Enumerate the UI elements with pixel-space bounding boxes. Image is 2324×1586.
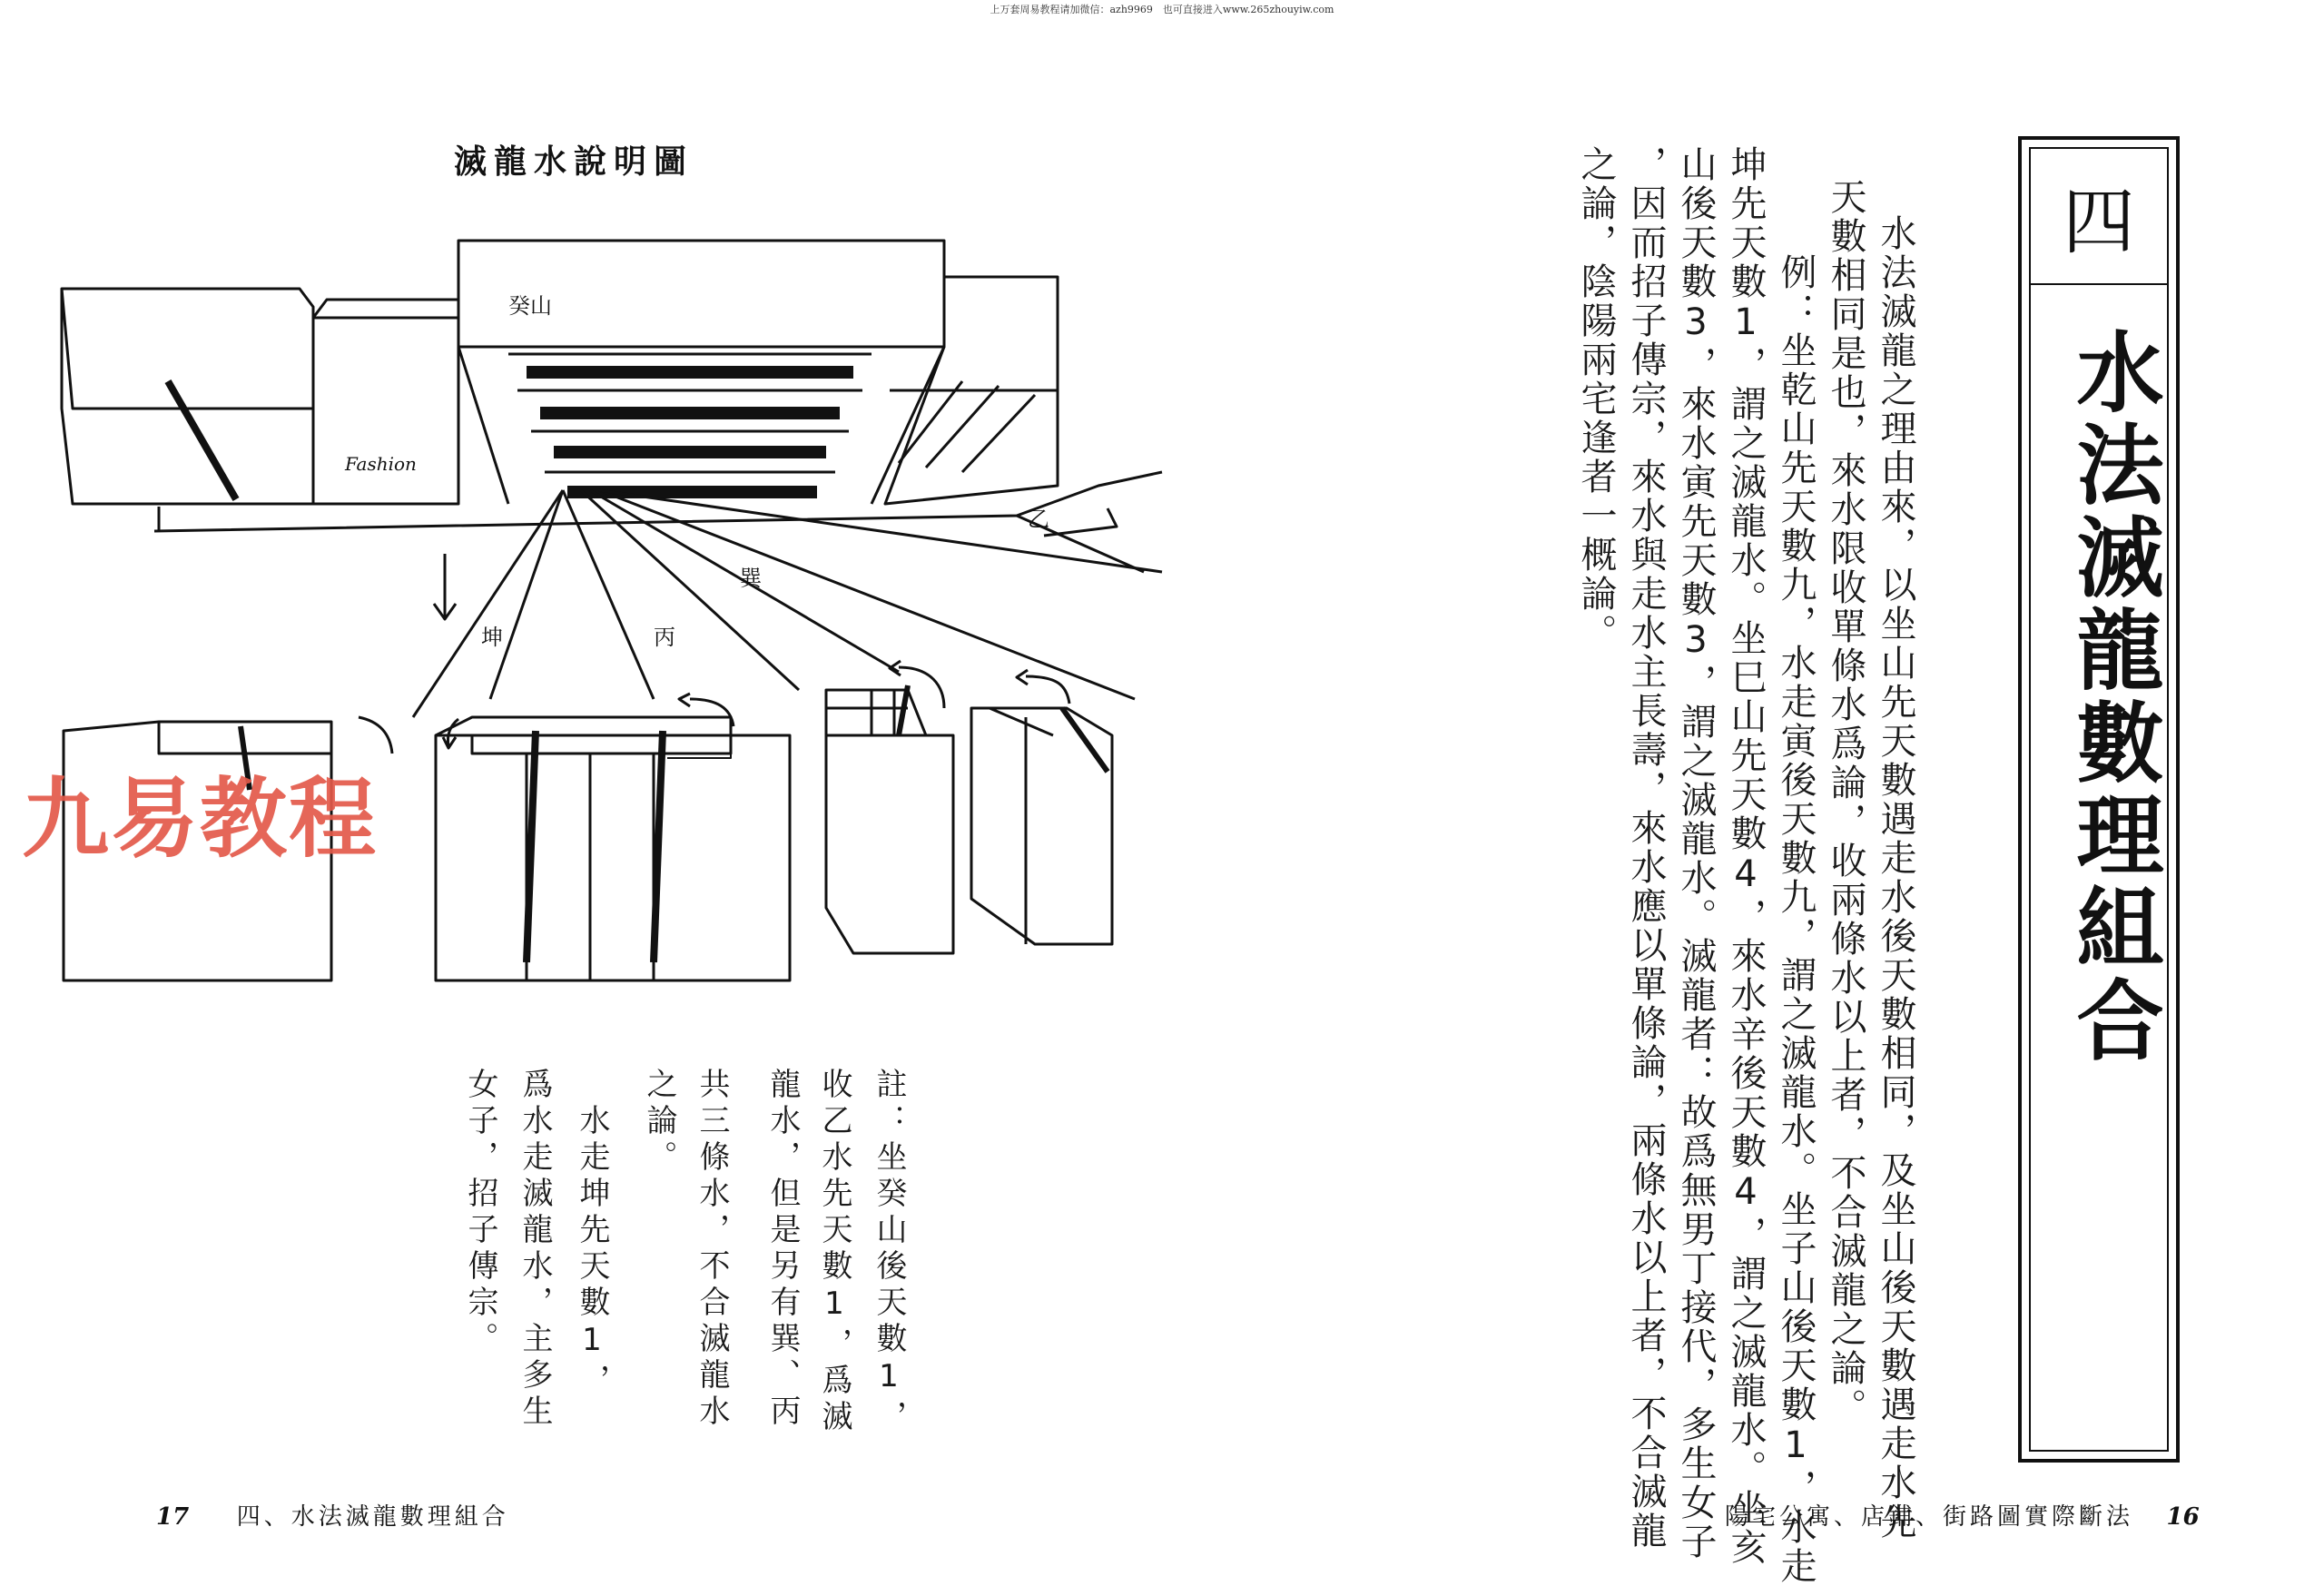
chapter-title: 水法滅龍數理組合 [2063, 327, 2165, 1068]
watermark: 九易教程 [22, 768, 378, 870]
page-number-right: 16 [2166, 1503, 2200, 1531]
main-text-line-1: 水法滅龍之理由來，以坐山先天數遇走水後天數相同，及坐山後天數遇走水先 [1875, 214, 1916, 1542]
main-text-line-5: 山後天數3，來水寅先天數3，謂之滅龍水。滅龍者：故爲無男丁接代，多生女子 [1675, 145, 1717, 1561]
page-number-left: 17 [156, 1503, 190, 1531]
note-line-6: 水走坤先天數1， [574, 1068, 610, 1400]
footer-left [156, 1498, 509, 1532]
note-line-2: 收乙水先天數1，爲滅 [816, 1068, 852, 1436]
mielong-water-diagram [0, 227, 1180, 1017]
main-text-line-6: ，因而招子傳宗，來水與走水主長壽，來水應以單條論，兩條水以上者，不合滅龍 [1625, 145, 1667, 1551]
note-line-7: 爲水走滅龍水，主多生 [517, 1068, 553, 1431]
label-gui-shan: 癸山 [508, 293, 552, 319]
chapter-number: 四 [2029, 147, 2169, 285]
label-bing: 丙 [654, 625, 675, 650]
shop-sign: Fashion [345, 453, 417, 475]
top-banner: 上万套周易教程请加微信：azh9969 也可直接进入www.265zhouyiw.com [990, 4, 1334, 15]
note-line-3: 龍水，但是另有巽、丙 [764, 1068, 801, 1431]
note-line-1: 註：坐癸山後天數1， [871, 1068, 907, 1436]
footer-left-title: 四、水法滅龍數理組合 [236, 1503, 509, 1531]
main-text-line-7: 之論，陰陽兩宅逢者一概論。 [1575, 145, 1617, 653]
main-text-line-2: 天數相同是也，來水限收單條水爲論，收兩條水以上者，不合滅龍之論。 [1825, 178, 1866, 1427]
footer-right [1725, 1498, 2200, 1532]
diagram-title: 滅龍水說明圖 [454, 143, 694, 181]
main-text-line-4: 坤先天數1，謂之滅龍水。坐巳山先天數4，來水辛後天數4，謂之滅龍水。坐亥 [1725, 145, 1767, 1567]
label-yi: 乙 [1028, 507, 1049, 532]
note-line-4: 共三條水，不合滅龍水 [694, 1068, 730, 1431]
note-line-5: 之論。 [641, 1068, 677, 1177]
label-xun: 巽 [740, 566, 762, 591]
main-text-line-3: 例：坐乾山先天數九，水走寅後天數九，謂之滅龍水。坐子山後天數1，水走 [1775, 214, 1817, 1586]
note-line-8: 女子，招子傳宗。 [462, 1068, 498, 1358]
footer-right-title: 陽宅公寓、店鋪、街路圖實際斷法 [1725, 1503, 2134, 1531]
label-kun: 坤 [481, 625, 503, 650]
